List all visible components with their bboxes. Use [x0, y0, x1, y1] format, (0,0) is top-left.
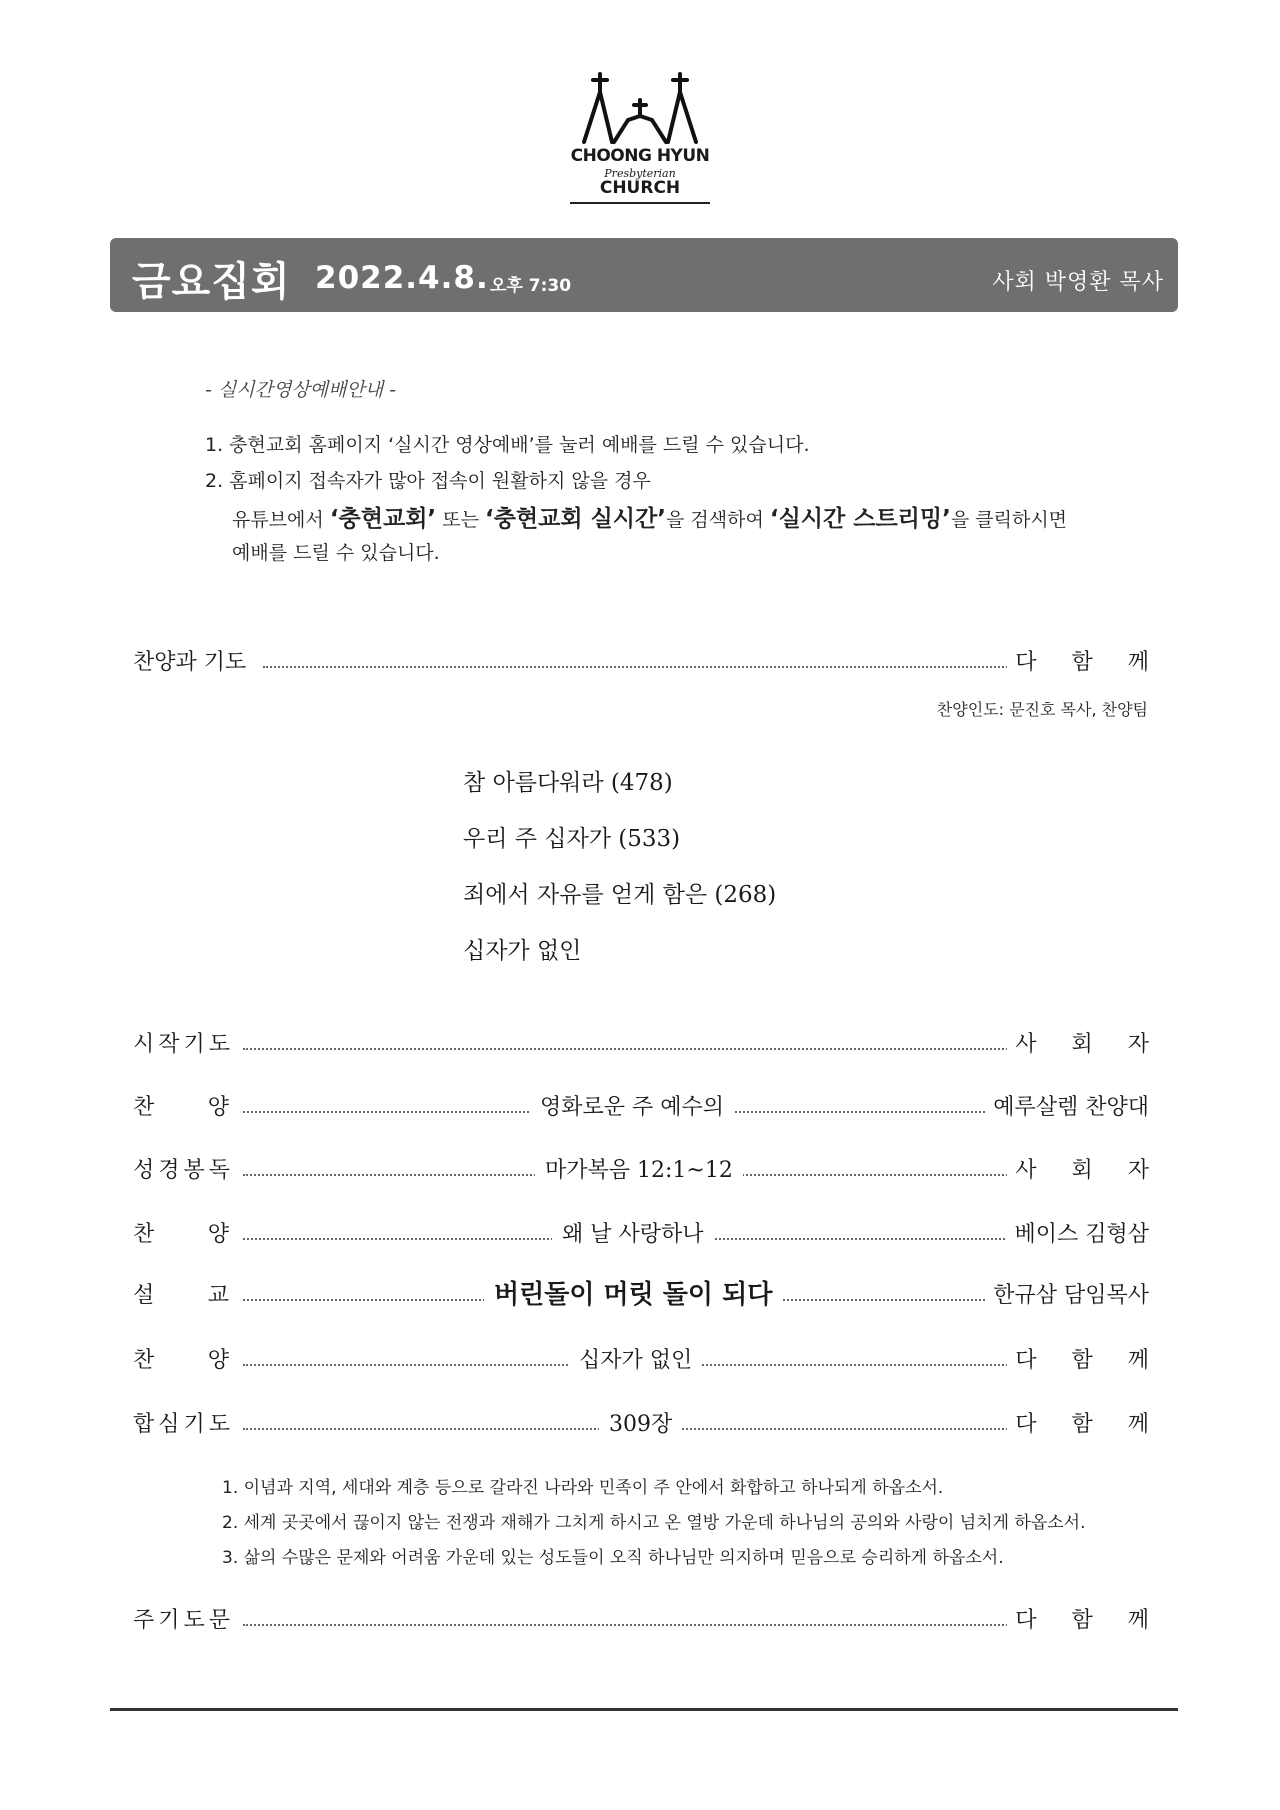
service-leader: 사회 박영환 목사	[992, 270, 1164, 295]
dot-leader	[243, 1048, 1039, 1050]
notice-item-1: 1. 충현교회 홈페이지 ‘실시간 영상예배’를 눌러 예배를 드릴 수 있습니다.	[205, 434, 810, 456]
list-item: 십자가 없인	[463, 938, 582, 964]
order-row-hymn-3	[133, 1343, 1163, 1379]
order-row-praise	[133, 645, 1163, 681]
service-title: 금요집회	[132, 259, 291, 305]
list-item: 3. 삶의 수많은 문제와 어려움 가운데 있는 성도들이 오직 하나님만 의지하며 믿음으로 승리하게 하옵소서.	[222, 1548, 1004, 1568]
notice-item-4: 예배를 드릴 수 있습니다.	[232, 542, 440, 564]
order-label: 찬 양	[133, 1090, 237, 1121]
order-row-sermon	[133, 1278, 1149, 1314]
list-item: 참 아름다워라 (478)	[463, 770, 673, 796]
logo-church: CHURCH	[599, 178, 681, 198]
dot-leader	[263, 666, 1039, 668]
order-row-hymn-1	[133, 1090, 1149, 1126]
order-label: 성경봉독	[133, 1153, 242, 1184]
order-label: 주기도문	[133, 1603, 242, 1634]
order-right: 베이스 김형삼	[1006, 1217, 1149, 1248]
order-row-unison-prayer	[133, 1407, 1163, 1443]
order-mid: 왜 날 사랑하나	[552, 1217, 714, 1248]
list-item: 2. 세계 곳곳에서 끊이지 않는 전쟁과 재해가 그치게 하시고 온 열방 가운데 하나님의 공의와 사랑이 넘치게 하옵소서.	[222, 1513, 1086, 1533]
order-label: 시작기도	[133, 1027, 242, 1058]
order-label: 찬 양	[133, 1343, 237, 1374]
list-item: 죄에서 자유를 얻게 함은 (268)	[463, 882, 777, 908]
order-label: 설 교	[133, 1278, 237, 1309]
order-label: 합심기도	[133, 1407, 242, 1438]
order-label: 찬 양	[133, 1217, 237, 1248]
list-item: 우리 주 십자가 (533)	[463, 826, 681, 852]
service-time: 오후 7:30	[490, 276, 572, 296]
notice-item-2: 2. 홈페이지 접속자가 많아 접속이 원활하지 않을 경우	[205, 470, 651, 492]
list-item: 1. 이념과 지역, 세대와 계층 등으로 갈라진 나라와 민족이 주 안에서 화합하고 하나되게 하옵소서.	[222, 1478, 944, 1498]
order-right: 다 함 께	[1007, 1407, 1163, 1438]
service-header	[110, 238, 1178, 312]
order-mid: 영화로운 주 예수의	[530, 1090, 734, 1121]
order-right: 사 회 자	[1007, 1027, 1163, 1058]
service-date: 2022.4.8.	[315, 260, 489, 296]
sermon-title: 버린돌이 머릿 돌이 되다	[484, 1274, 782, 1311]
order-row-scripture	[133, 1153, 1163, 1189]
praise-leader-note: 찬양인도: 문진호 목사, 찬양팀	[936, 700, 1148, 719]
logo-underline	[570, 202, 710, 204]
notice-title: - 실시간영상예배안내 -	[205, 379, 396, 401]
order-right: 다 함 께	[1007, 1343, 1163, 1374]
order-row-lords-prayer	[133, 1603, 1163, 1639]
order-right: 다 함 께	[1007, 645, 1163, 676]
order-row-hymn-2	[133, 1217, 1149, 1253]
notice-item-3: 유튜브에서 ‘충현교회’ 또는 ‘충현교회 실시간’을 검색하여 ‘실시간 스트리밍’을 클릭하시면	[232, 506, 1068, 532]
order-right: 예루살렘 찬양대	[985, 1090, 1149, 1121]
church-logo	[570, 70, 710, 206]
order-row-opening-prayer	[133, 1027, 1163, 1063]
logo-subtitle: Presbyterian	[604, 167, 676, 180]
order-mid: 십자가 없인	[569, 1343, 702, 1374]
order-right: 한규삼 담임목사	[985, 1278, 1149, 1309]
logo-name: CHOONG HYUN	[570, 146, 710, 166]
order-label: 찬양과 기도	[133, 645, 254, 676]
prayer-topics	[222, 1473, 1086, 1578]
order-mid: 309장	[599, 1407, 682, 1438]
order-right: 다 함 께	[1007, 1603, 1163, 1634]
dot-leader	[243, 1624, 1039, 1626]
praise-hymn-list	[463, 768, 776, 992]
order-mid: 마가복음 12:1~12	[535, 1153, 743, 1184]
bottom-divider	[110, 1708, 1178, 1711]
church-towers-icon	[570, 70, 710, 146]
order-right: 사 회 자	[1007, 1153, 1163, 1184]
